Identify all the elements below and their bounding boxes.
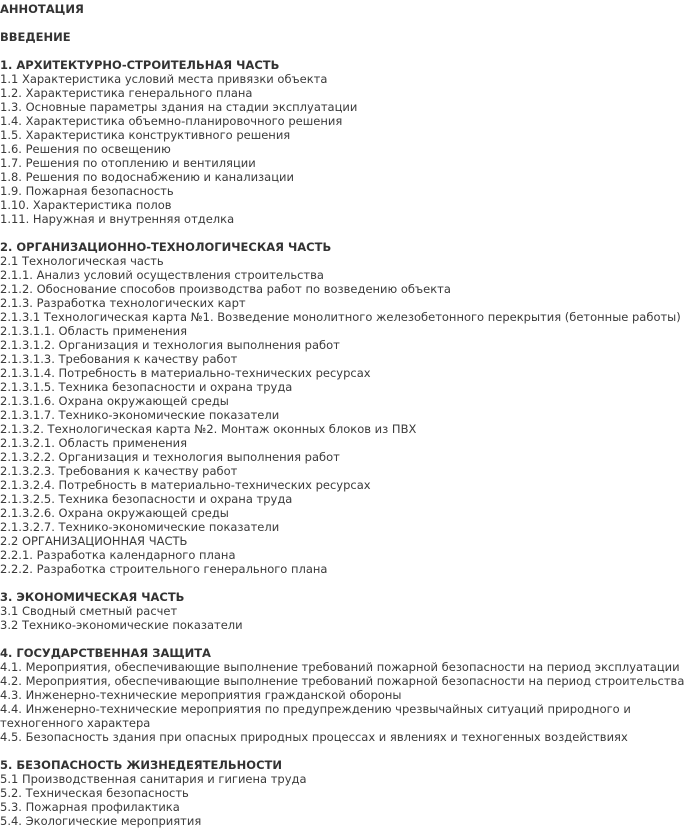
section-heading: 1. АРХИТЕКТУРНО-СТРОИТЕЛЬНАЯ ЧАСТЬ [0, 58, 280, 72]
toc-item: 4.1. Мероприятия, обеспечивающие выполнение требований пожарной безопасности на период эксплуатации [0, 660, 680, 674]
table-of-contents [0, 2, 698, 828]
toc-item: 2.1.3.2.5. Техника безопасности и охрана труда [0, 492, 293, 506]
toc-item: 2.1.3.2.1. Область применения [0, 436, 188, 450]
spacer [0, 632, 698, 646]
introduction-heading: ВВЕДЕНИЕ [0, 30, 71, 44]
toc-item: 2.1.3.1 Технологическая карта №1. Возведение монолитного железобетонного перекрытия (бетонные работы) [0, 310, 681, 324]
toc-item: 1.5. Характеристика конструктивного решения [0, 128, 291, 142]
toc-item: 1.9. Пожарная безопасность [0, 184, 174, 198]
sections-container [0, 58, 698, 828]
toc-item: 1.3. Основные параметры здания на стадии эксплуатации [0, 100, 358, 114]
section-heading: 5. БЕЗОПАСНОСТЬ ЖИЗНЕДЕЯТЕЛЬНОСТИ [0, 758, 282, 772]
toc-item: 1.8. Решения по водоснабжению и канализации [0, 170, 294, 184]
toc-item: 2.1.1. Анализ условий осуществления строительства [0, 268, 324, 282]
toc-item: 2.1.3.1.5. Техника безопасности и охрана труда [0, 380, 293, 394]
toc-item: 1.6. Решения по освещению [0, 142, 171, 156]
toc-item: 2.1.3.1.3. Требования к качеству работ [0, 352, 238, 366]
toc-item: 5.1 Производственная санитария и гигиена труда [0, 772, 307, 786]
toc-item: 2.1.3.1.6. Охрана окружающей среды [0, 394, 229, 408]
spacer [0, 744, 698, 758]
toc-item: 2.2.2. Разработка строительного генерального плана [0, 562, 328, 576]
spacer [0, 226, 698, 240]
toc-item: 2.1.3.1.1. Область применения [0, 324, 188, 338]
toc-item: 2.1.3.1.4. Потребность в материально-технических ресурсах [0, 366, 371, 380]
spacer [0, 44, 698, 58]
toc-item: 2.1.2. Обоснование способов производства работ по возведению объекта [0, 282, 451, 296]
toc-item: 2.1.3.2. Технологическая карта №2. Монтаж оконных блоков из ПВХ [0, 422, 417, 436]
toc-item: 2.1.3.2.7. Технико-экономические показатели [0, 520, 280, 534]
toc-item: 2.2 ОРГАНИЗАЦИОННАЯ ЧАСТЬ [0, 534, 188, 548]
toc-item: 2.1.3.2.6. Охрана окружающей среды [0, 506, 229, 520]
section-heading: 3. ЭКОНОМИЧЕСКАЯ ЧАСТЬ [0, 590, 185, 604]
toc-item: 5.3. Пожарная профилактика [0, 800, 180, 814]
toc-item: 4.2. Мероприятия, обеспечивающие выполнение требований пожарной безопасности на период строительства [0, 674, 685, 688]
toc-item: 3.1 Сводный сметный расчет [0, 604, 178, 618]
toc-item: 2.1 Технологическая часть [0, 254, 164, 268]
toc-item: 1.11. Наружная и внутренняя отделка [0, 212, 235, 226]
toc-item: 2.1.3.2.3. Требования к качеству работ [0, 464, 238, 478]
toc-section [0, 58, 698, 226]
toc-item: 1.7. Решения по отоплению и вентиляции [0, 156, 256, 170]
section-heading: 2. ОРГАНИЗАЦИОННО-ТЕХНОЛОГИЧЕСКАЯ ЧАСТЬ [0, 240, 332, 254]
section-heading: 4. ГОСУДАРСТВЕННАЯ ЗАЩИТА [0, 646, 211, 660]
toc-item: 2.1.3.2.2. Организация и технология выполнения работ [0, 450, 340, 464]
toc-item: 2.1.3. Разработка технологических карт [0, 296, 246, 310]
toc-item: 2.1.3.1.2. Организация и технология выполнения работ [0, 338, 340, 352]
toc-section [0, 590, 698, 632]
spacer [0, 16, 698, 30]
annotation-heading: АННОТАЦИЯ [0, 2, 84, 16]
toc-item: 5.2. Техническая безопасность [0, 786, 189, 800]
toc-item: 1.1 Характеристика условий места привязки объекта [0, 72, 328, 86]
spacer [0, 576, 698, 590]
toc-item: 5.4. Экологические мероприятия [0, 814, 202, 828]
toc-item: 2.1.3.1.7. Технико-экономические показатели [0, 408, 280, 422]
toc-item: 4.3. Инженерно-технические мероприятия гражданской обороны [0, 688, 402, 702]
toc-item: 4.4. Инженерно-технические мероприятия по предупреждению чрезвычайных ситуаций природного и техногенного характера [0, 702, 631, 730]
toc-section [0, 240, 698, 576]
toc-item: 4.5. Безопасность здания при опасных природных процессах и явлениях и техногенных воздействиях [0, 730, 628, 744]
toc-item: 1.10. Характеристика полов [0, 198, 172, 212]
toc-item: 1.4. Характеристика объемно-планировочного решения [0, 114, 343, 128]
toc-item: 1.2. Характеристика генерального плана [0, 86, 253, 100]
toc-section [0, 646, 698, 744]
toc-item: 2.1.3.2.4. Потребность в материально-технических ресурсах [0, 478, 371, 492]
toc-section [0, 758, 698, 828]
toc-item: 3.2 Технико-экономические показатели [0, 618, 243, 632]
toc-item: 2.2.1. Разработка календарного плана [0, 548, 236, 562]
